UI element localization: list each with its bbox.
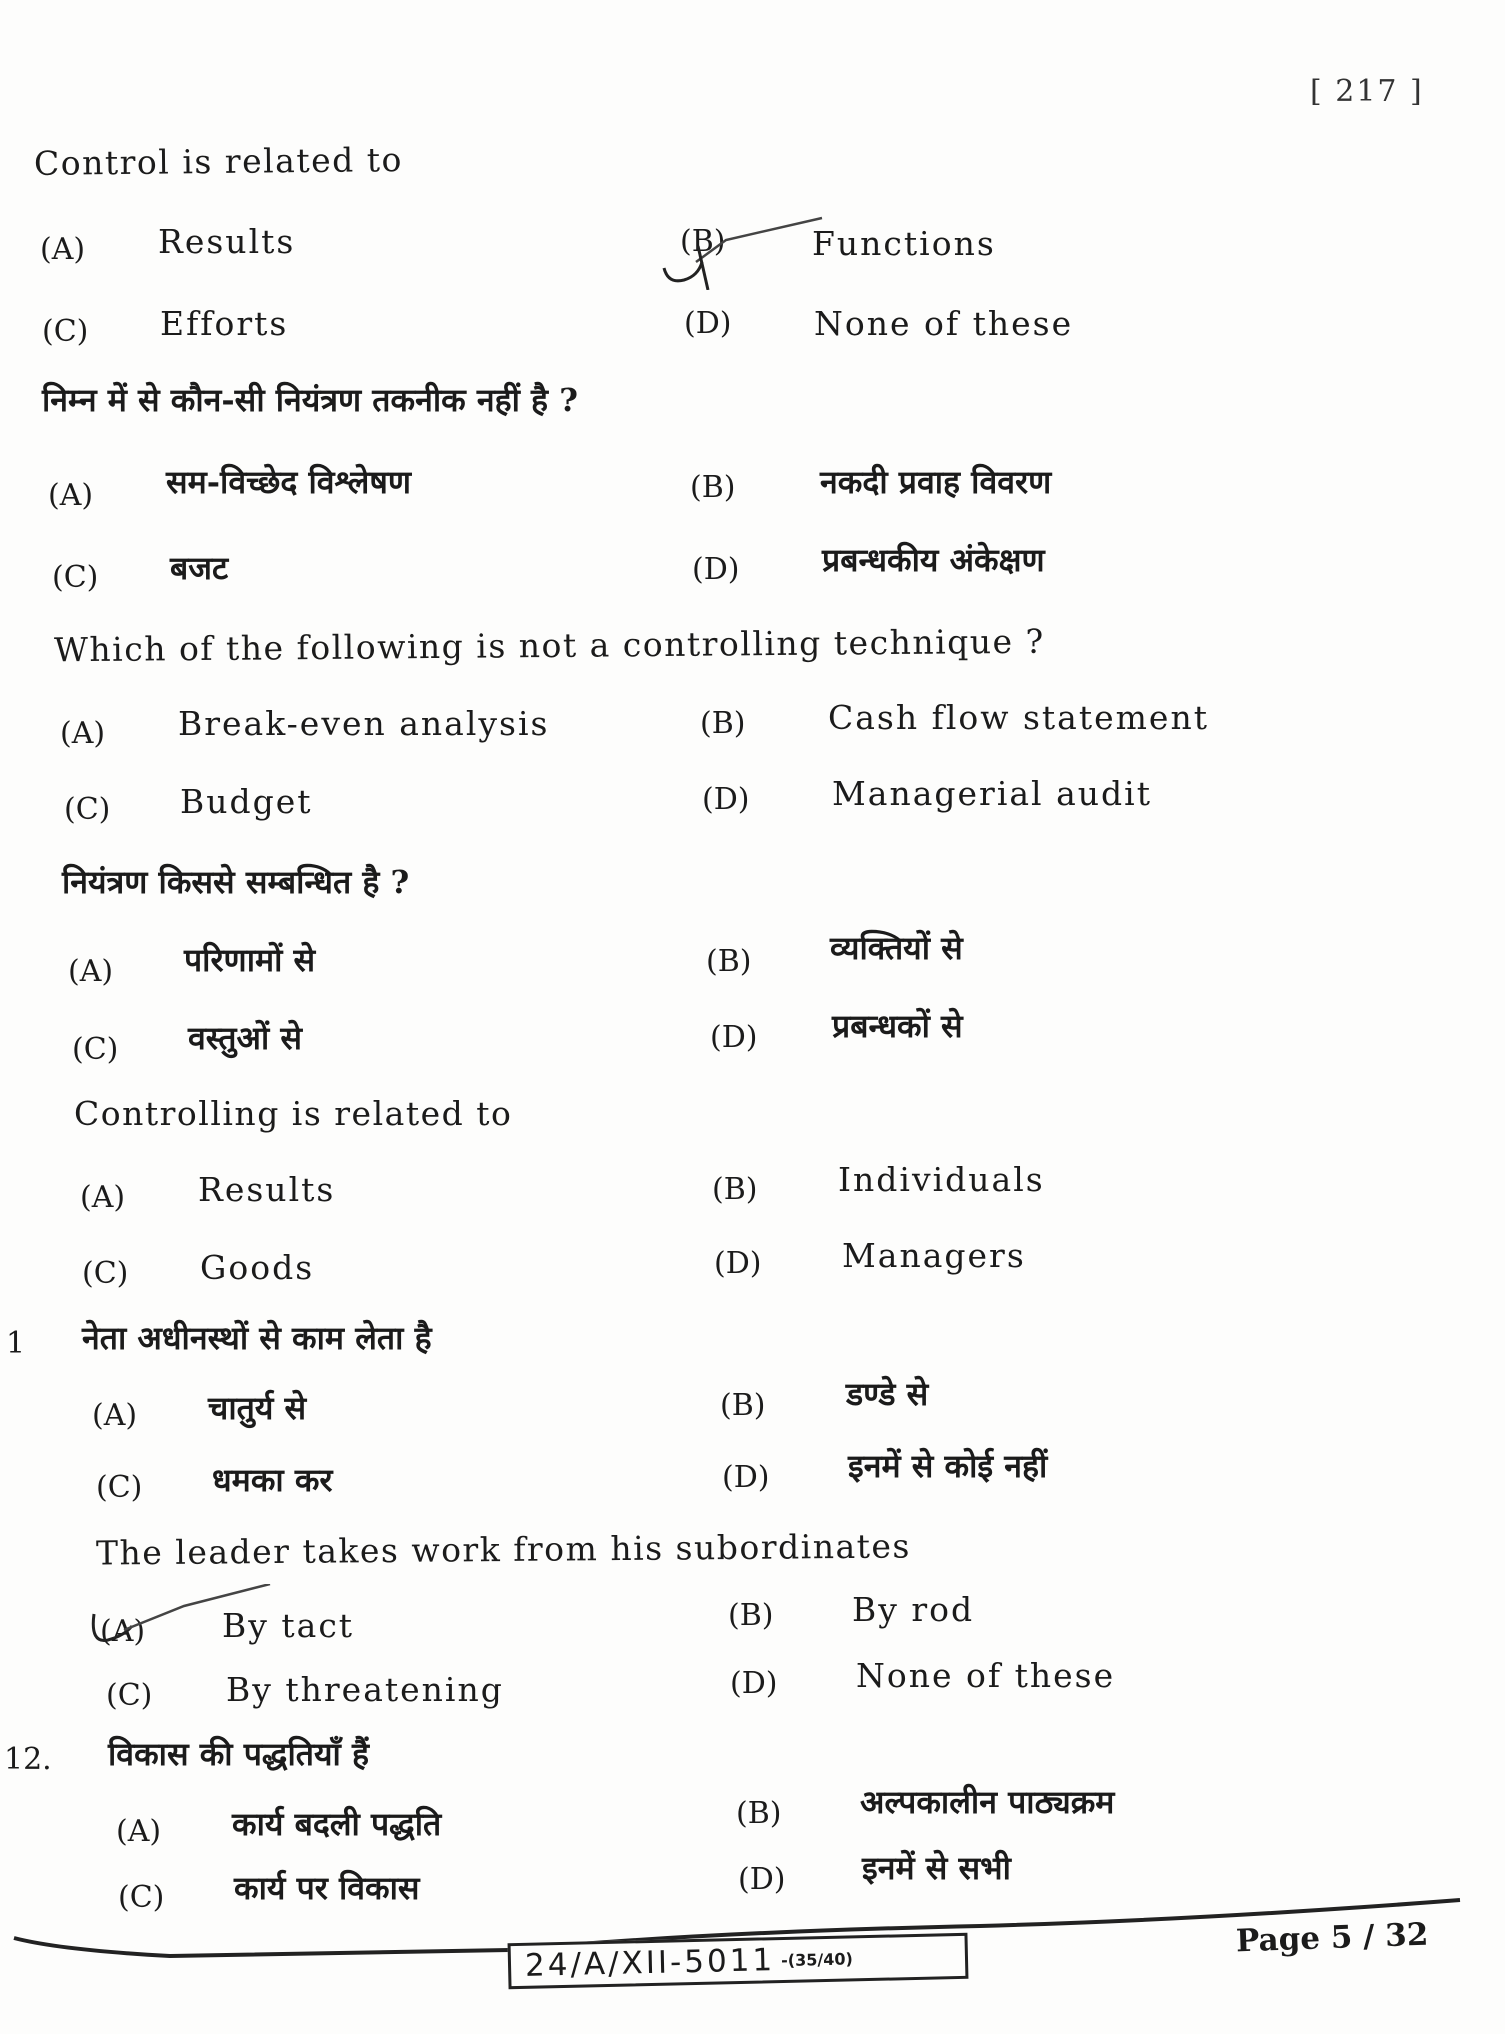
- option-label: (A): [116, 1814, 162, 1849]
- option-label: (A): [68, 954, 114, 989]
- option-text: कार्य पर विकास: [234, 1869, 420, 1907]
- question-number: 12.: [4, 1742, 52, 1777]
- option-label: (C): [82, 1256, 129, 1291]
- option-label: (C): [52, 560, 99, 595]
- question-text: Which of the following is not a controlling technique ?: [53, 621, 1045, 670]
- option-text: धमका कर: [212, 1461, 333, 1499]
- option-text: चातुर्य से: [208, 1389, 307, 1427]
- paper-code-box: [508, 1933, 969, 1989]
- option-label: (C): [72, 1032, 119, 1067]
- option-text: वस्तुओं से: [188, 1019, 302, 1057]
- option-label: (D): [710, 1020, 758, 1055]
- question-text: नियंत्रण किससे सम्बन्धित है ?: [62, 863, 410, 901]
- option-text: Goods: [200, 1248, 315, 1287]
- option-label: (D): [722, 1460, 770, 1495]
- option-label: (B): [720, 1388, 766, 1423]
- option-text: प्रबन्धकों से: [832, 1007, 963, 1045]
- paper-code-sub: -(35/40): [780, 1948, 853, 1970]
- option-label: (C): [118, 1880, 165, 1915]
- option-label: (D): [738, 1862, 786, 1897]
- option-text: डण्डे से: [846, 1375, 929, 1413]
- option-text: परिणामों से: [184, 941, 316, 979]
- option-text: Results: [158, 222, 296, 261]
- option-text: Individuals: [838, 1160, 1045, 1199]
- question-text: Control is related to: [33, 140, 404, 183]
- option-text: Managerial audit: [832, 774, 1152, 813]
- option-label: (C): [64, 792, 111, 827]
- option-label: (C): [42, 314, 89, 349]
- option-label: (B): [728, 1598, 774, 1633]
- option-label: (C): [96, 1470, 143, 1505]
- option-label: (D): [684, 306, 732, 341]
- question-text: Controlling is related to: [74, 1094, 513, 1133]
- page-number-bracket: [ 217 ]: [1310, 74, 1424, 109]
- option-label: (B): [690, 470, 736, 505]
- option-label: (B): [736, 1796, 782, 1831]
- option-text: Results: [198, 1170, 336, 1209]
- option-label: (D): [714, 1246, 762, 1281]
- option-label: (C): [106, 1678, 153, 1713]
- option-label: (D): [692, 552, 740, 587]
- option-text: By threatening: [226, 1670, 504, 1709]
- option-text: None of these: [814, 304, 1074, 343]
- option-label: (A): [100, 1614, 146, 1649]
- option-text: Efforts: [160, 304, 289, 343]
- option-label: (B): [712, 1172, 758, 1207]
- option-text: सम-विच्छेद विश्लेषण: [166, 463, 412, 501]
- option-text: कार्य बदली पद्धति: [232, 1805, 442, 1843]
- option-label: (D): [702, 782, 750, 817]
- option-label: (D): [730, 1666, 778, 1701]
- option-label: (A): [80, 1180, 126, 1215]
- question-text: विकास की पद्धतियाँ हैं: [108, 1735, 369, 1773]
- option-label: (A): [92, 1398, 138, 1433]
- option-text: नकदी प्रवाह विवरण: [820, 463, 1052, 501]
- option-text: इनमें से कोई नहीं: [848, 1447, 1048, 1485]
- option-label: (B): [706, 944, 752, 979]
- page-label: Page 5 / 32: [1235, 1916, 1429, 1960]
- option-label: (A): [40, 232, 86, 267]
- option-text: Functions: [812, 224, 996, 263]
- question-text: नेता अधीनस्थों से काम लेता है: [82, 1319, 432, 1357]
- option-label: (A): [48, 478, 94, 513]
- option-label: (B): [680, 224, 726, 259]
- option-text: प्रबन्धकीय अंकेक्षण: [822, 541, 1045, 579]
- option-text: Managers: [842, 1236, 1026, 1275]
- paper-code: 24/A/XII-5011: [524, 1942, 776, 1984]
- option-text: अल्पकालीन पाठ्यक्रम: [860, 1783, 1115, 1821]
- option-text: Break-even analysis: [178, 704, 550, 743]
- option-text: व्यक्तियों से: [830, 929, 963, 967]
- question-text: The leader takes work from his subordinates: [95, 1526, 912, 1573]
- question-number: 1: [6, 1326, 26, 1361]
- option-label: (B): [700, 706, 746, 741]
- option-text: Budget: [180, 782, 313, 821]
- question-text: निम्न में से कौन-सी नियंत्रण तकनीक नहीं है ?: [42, 381, 578, 419]
- option-text: By tact: [222, 1606, 355, 1645]
- option-text: Cash flow statement: [828, 698, 1209, 737]
- option-text: By rod: [852, 1590, 975, 1629]
- option-label: (A): [60, 716, 106, 751]
- option-text: बजट: [170, 549, 229, 587]
- option-text: इनमें से सभी: [862, 1849, 1011, 1887]
- option-text: None of these: [856, 1656, 1116, 1695]
